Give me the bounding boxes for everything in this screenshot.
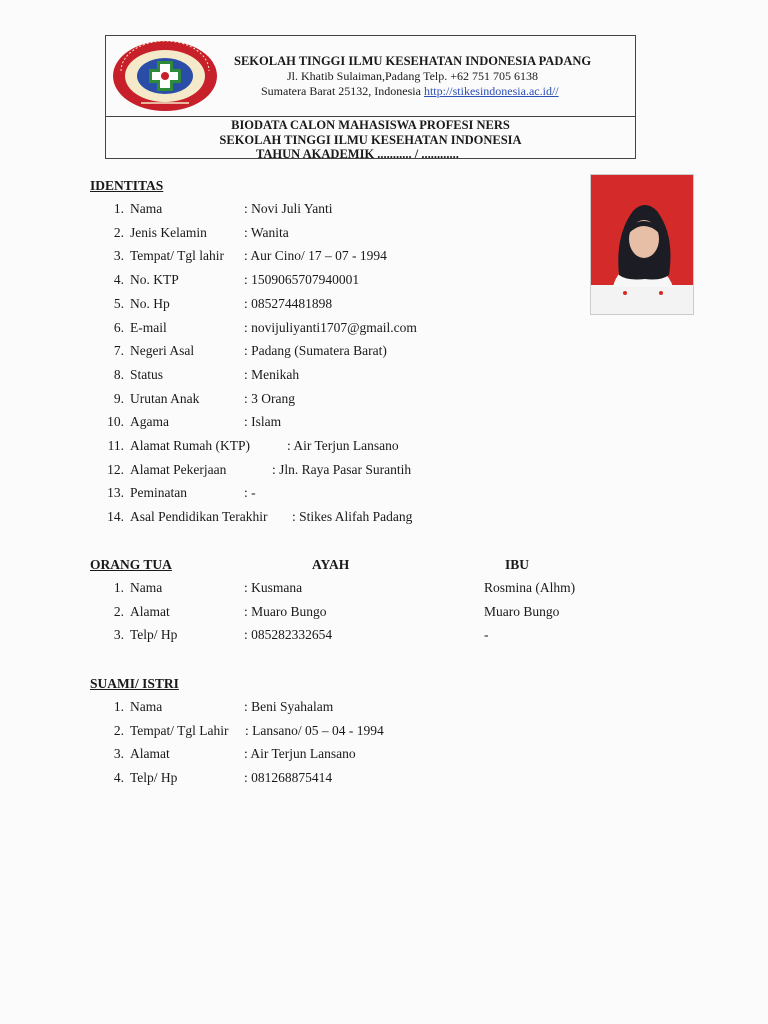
list-item (96, 484, 656, 502)
list-item (96, 769, 656, 787)
section-title-identitas: IDENTITAS (90, 178, 164, 193)
document-subtitle: SEKOLAH TINGGI ILMU KESEHATAN INDONESIA (219, 133, 522, 147)
item-number: 4. (113, 770, 124, 786)
list-item (96, 508, 656, 526)
list-item (96, 626, 656, 644)
item-value: : 3 Orang (244, 390, 295, 406)
institution-address: Jl. Khatib Sulaiman,Padang Telp. +62 751 705 6138 (287, 69, 539, 83)
item-label: Tempat/ Tgl lahir (130, 248, 225, 264)
list-item (96, 390, 656, 408)
item-number: 1. (113, 580, 124, 595)
item-label: Asal Pendidikan Terakhir (130, 509, 268, 525)
letterhead-top (106, 36, 635, 117)
column-header-ayah: AYAH (312, 557, 350, 572)
item-label: Tempat/ Tgl Lahir (130, 722, 229, 738)
item-value: : Islam (244, 414, 282, 430)
item-number: 1. (113, 699, 124, 714)
list-item (96, 461, 656, 479)
list-item (96, 603, 656, 621)
item-number: 9. (113, 390, 124, 406)
list-item (96, 745, 656, 763)
item-number: 8. (113, 366, 124, 382)
item-label: Agama (130, 414, 169, 430)
item-value: : Aur Cino/ 17 – 07 - 1994 (244, 248, 387, 264)
list-item (96, 295, 656, 313)
item-label: No. KTP (130, 272, 179, 288)
item-value: : Air Terjun Lansano (244, 746, 356, 762)
item-label: E-mail (130, 319, 167, 335)
item-label: Jenis Kelamin (130, 224, 207, 240)
ibu-value: - (484, 627, 489, 642)
item-label: Telp/ Hp (130, 627, 178, 642)
item-label: Nama (130, 201, 163, 216)
item-number: 1. (113, 201, 124, 216)
list-item (96, 247, 656, 265)
item-label: Nama (130, 699, 163, 714)
item-number: 2. (113, 224, 124, 240)
column-header-ibu: IBU (505, 557, 530, 572)
website-link[interactable]: http://stikesindonesia.ac.id// (423, 84, 559, 98)
ayah-value: : Muaro Bungo (244, 603, 327, 619)
item-label: Urutan Anak (130, 390, 200, 406)
ayah-value: : Kusmana (244, 580, 303, 595)
list-item (96, 413, 656, 431)
item-number: 13. (107, 485, 124, 501)
ibu-value: Rosmina (Alhm) (484, 580, 576, 595)
item-label: Alamat Rumah (KTP) (130, 438, 250, 453)
item-number: 6. (113, 319, 124, 335)
letterhead (105, 35, 636, 159)
item-value: : 081268875414 (244, 770, 333, 786)
item-label: Status (130, 366, 164, 382)
list-item (96, 200, 656, 218)
item-number: 5. (113, 295, 124, 311)
item-label: Nama (130, 580, 163, 595)
item-value: : Stikes Alifah Padang (292, 509, 413, 525)
item-number: 3. (113, 248, 124, 264)
list-item (96, 224, 656, 242)
academic-year: TAHUN AKADEMIK ........... / ............ (256, 147, 459, 161)
item-value: : Lansano/ 05 – 04 - 1994 (245, 722, 384, 738)
item-number: 11. (107, 438, 124, 453)
item-value: : Padang (Sumatera Barat) (244, 343, 387, 359)
institution-address-2 (261, 84, 559, 99)
ayah-value: : 085282332654 (244, 627, 333, 642)
item-number: 7. (113, 343, 124, 359)
item-label: Alamat (130, 603, 170, 619)
document-title: BIODATA CALON MAHASISWA PROFESI NERS (231, 118, 510, 132)
item-number: 12. (107, 461, 124, 477)
item-value: : - (244, 485, 256, 501)
item-number: 3. (113, 627, 124, 642)
list-item (96, 319, 656, 337)
item-value: : Jln. Raya Pasar Surantih (272, 461, 412, 477)
item-label: No. Hp (130, 295, 170, 311)
list-item (96, 579, 656, 597)
list-item (96, 722, 656, 740)
item-value: : Beni Syahalam (244, 699, 334, 714)
item-number: 2. (113, 603, 124, 619)
list-item (96, 271, 656, 289)
item-number: 3. (113, 746, 124, 762)
portrait-icon (591, 175, 693, 314)
item-value: : Air Terjun Lansano (287, 438, 399, 453)
item-value: : Novi Juli Yanti (244, 201, 333, 216)
ibu-value: Muaro Bungo (484, 603, 560, 619)
item-label: Negeri Asal (130, 343, 195, 359)
item-value: : 085274481898 (244, 295, 333, 311)
address-region: Sumatera Barat 25132, Indonesia (261, 84, 424, 98)
stikes-logo-icon (111, 39, 219, 113)
item-label: Alamat (130, 746, 170, 762)
item-value: : novijuliyanti1707@gmail.com (244, 319, 417, 335)
institution-name: SEKOLAH TINGGI ILMU KESEHATAN INDONESIA PADANG (234, 54, 592, 68)
section-title-suami-istri: SUAMI/ ISTRI (90, 676, 179, 691)
item-number: 14. (107, 509, 124, 525)
item-number: 2. (113, 722, 124, 738)
list-item (96, 437, 656, 455)
item-value: : Menikah (244, 366, 300, 382)
item-value: : Wanita (244, 224, 289, 240)
item-value: : 1509065707940001 (244, 272, 360, 288)
list-item (96, 366, 656, 384)
list-item (96, 698, 656, 716)
item-label: Alamat Pekerjaan (130, 461, 227, 477)
item-label: Telp/ Hp (130, 770, 178, 786)
item-number: 4. (113, 272, 124, 288)
item-number: 10. (107, 414, 124, 430)
section-title-orang-tua: ORANG TUA (90, 557, 172, 572)
list-item (96, 342, 656, 360)
item-label: Peminatan (130, 485, 187, 501)
